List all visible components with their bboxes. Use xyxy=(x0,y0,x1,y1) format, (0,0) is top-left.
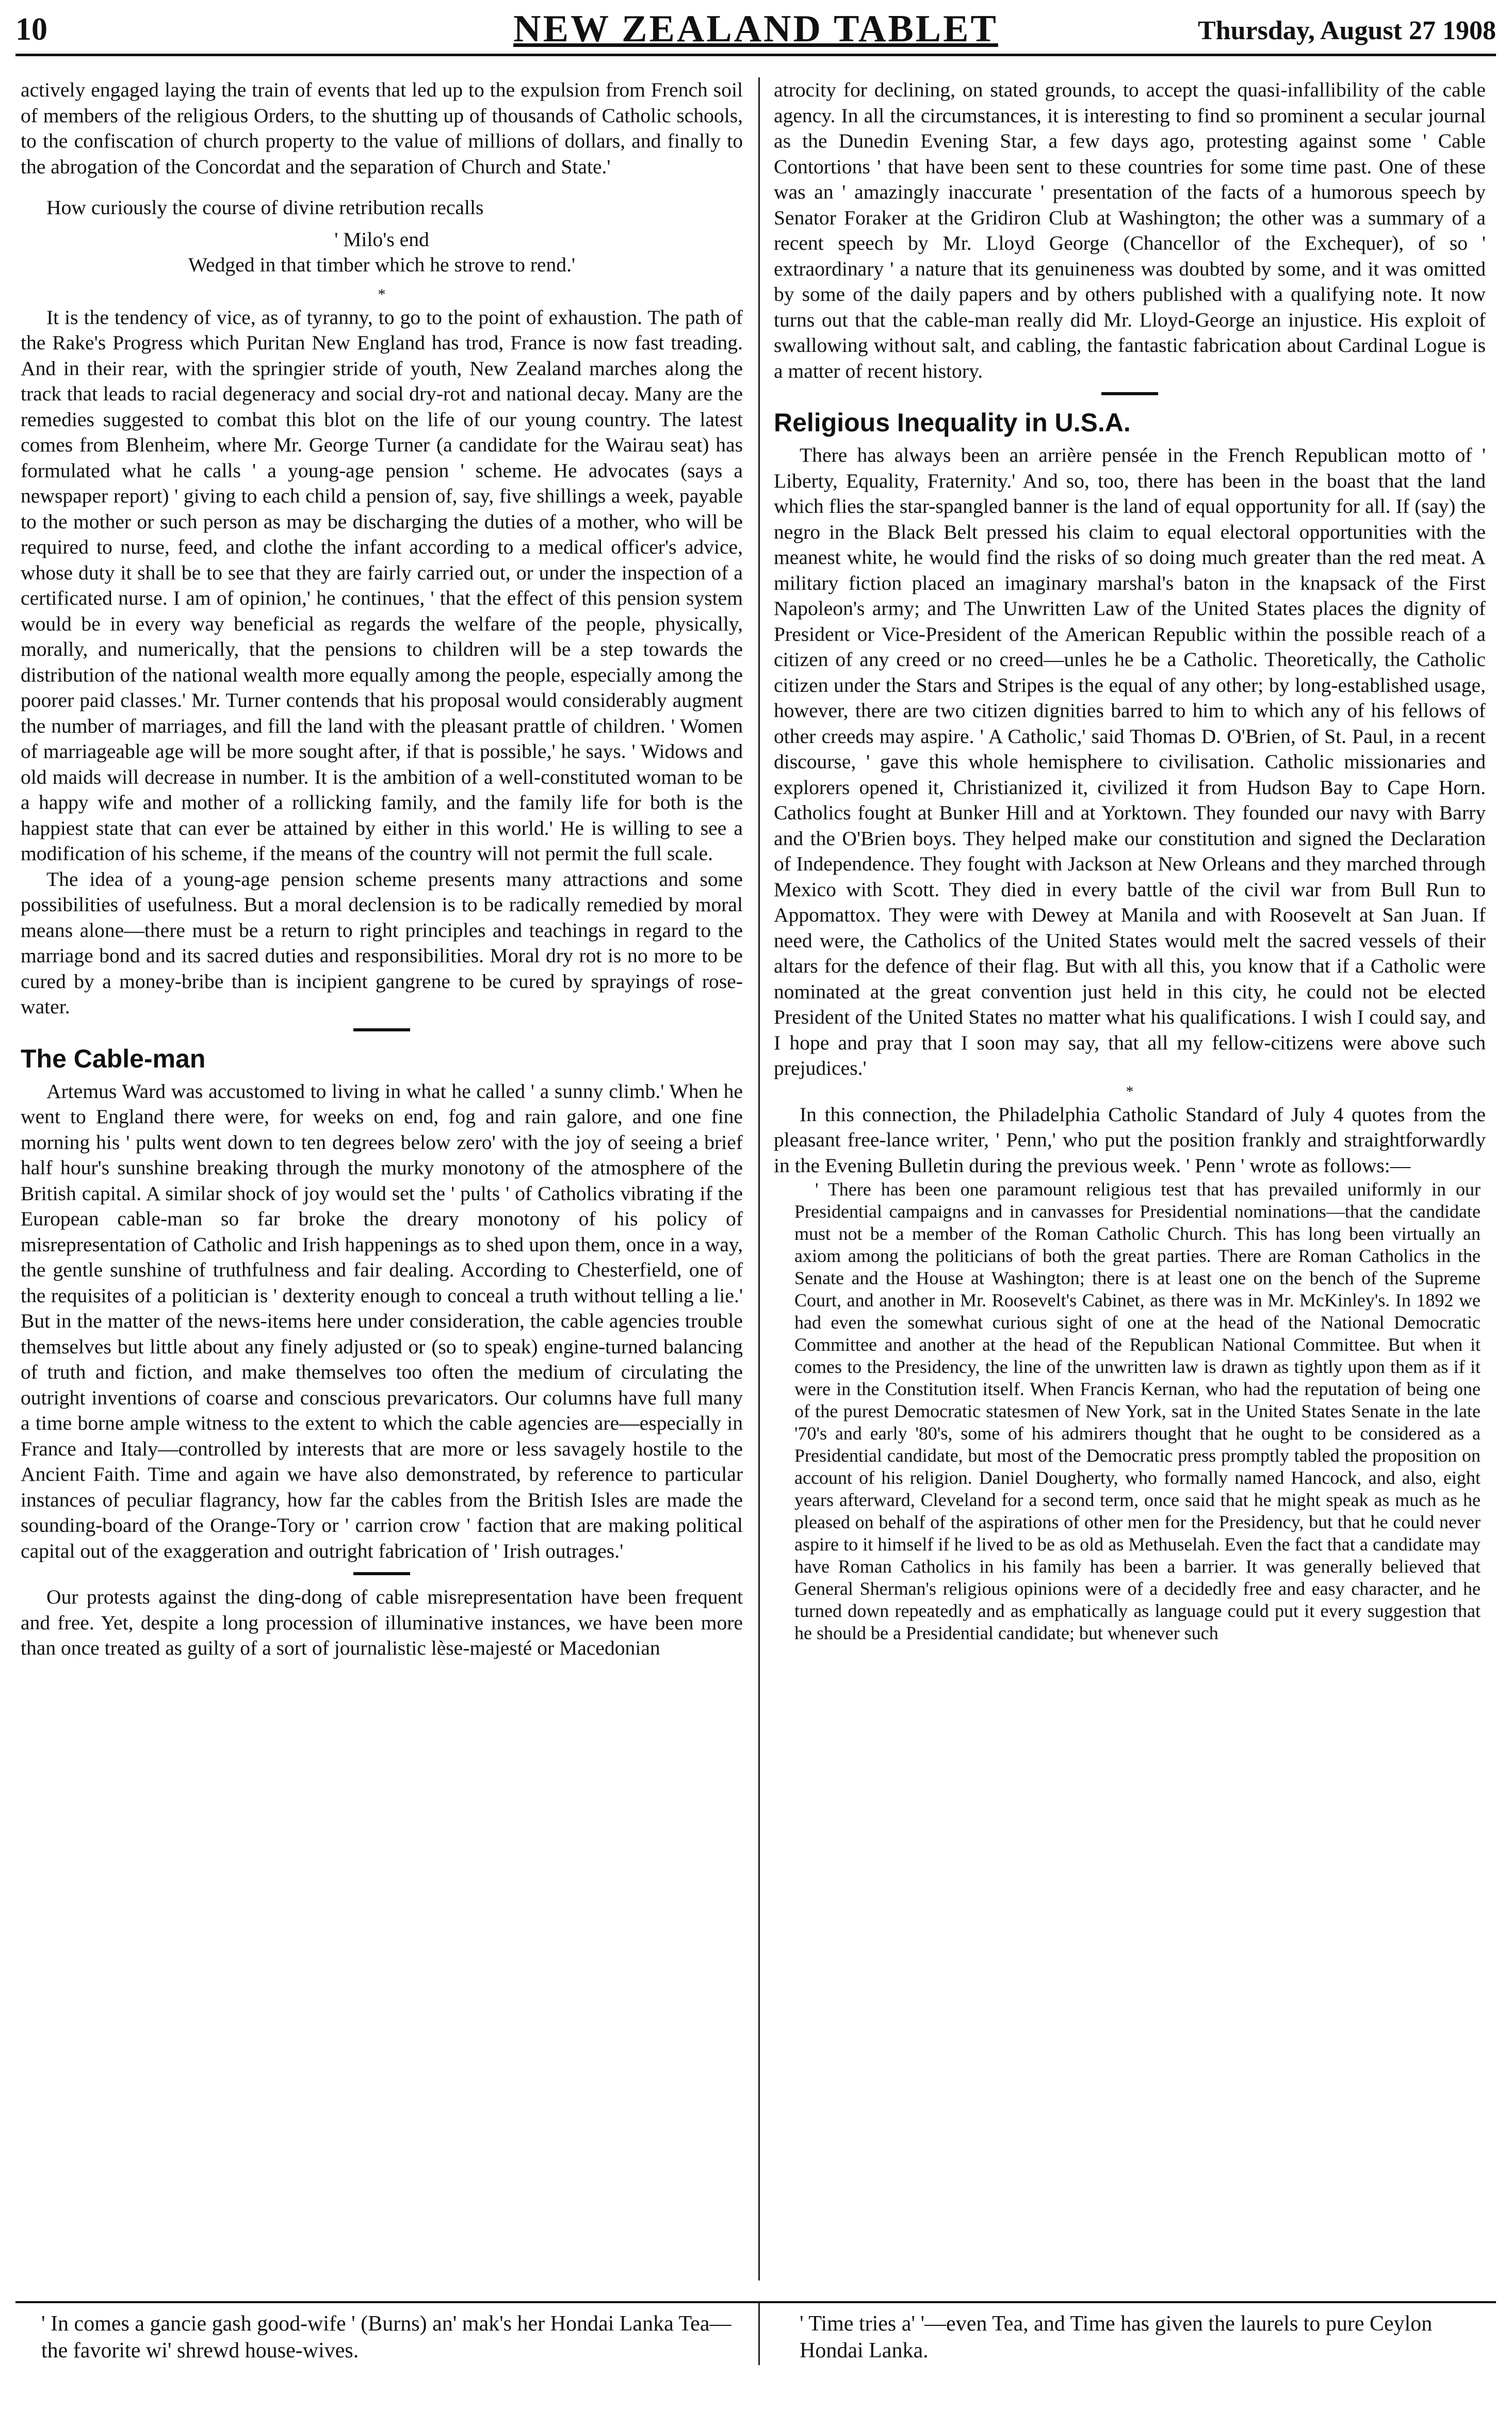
paragraph: Our protests against the ding-dong of cable misrepresentation have been frequent and free. Yet, despite a long procession of illuminative instances, we have been more than once treated as guilty of a sort of journalistic lèse-majesté or Macedonian xyxy=(21,1586,743,1659)
footer-rule xyxy=(758,2303,760,2365)
section-heading: The Cable-man xyxy=(21,1044,206,1073)
verse-line: ' Milo's end xyxy=(334,228,429,251)
section-divider xyxy=(1101,392,1158,395)
paragraph: Artemus Ward was accustomed to living in what he called ' a sunny climb.' When he went to England there were, for weeks on end, fog and rain galore, and one fine morning his ' pults went down to ten degrees below zero' with the joy of seeing a brief half hour's sunshine breaking through the murky monotony of the atmosphere of the British capital. A similar shock of joy would set the ' pults ' of Catholics vibrating if the European cable-man so far broke the dreary monotony of his policy of misrepresentation of Catholic and Irish happenings as to shed upon them, once in a way, the gentle sunshine of truthfulness and fair dealing. According to Chesterfield, one of the requisites of a politician is ' dexterity enough to conceal a truth without telling a lie.' But in the matter of the news-items here under consideration, the cable agencies trouble themselves but little about any finely adjusted or (so to speak) engine-turned balancing of truth and fiction, and make themselves too often the medium of circulating the outright inventions of coarse and conscious prevaricators. Our columns have full many a time borne ample witness to the extent to which the cable agencies are—especially in France and Italy—controlled by interests that are more or less savagely hostile to the Ancient Faith. Time and again we have also demonstrated, by reference to particular instances of peculiar flagrancy, how far the cables from the British Isles are made the sounding-board of the Orange-Tory or ' carrion crow ' faction that are making political capital out of the exaggeration and outright fabrication of ' Irish outrages.' xyxy=(21,1079,743,1562)
issue-date: Thursday, August 27 1908 xyxy=(1198,16,1496,45)
footer-advertisements xyxy=(15,2301,1496,2396)
advertisement: ' Time tries a' '—even Tea, and Time has given the laurels to pure Ceylon Hondai Lanka. xyxy=(800,2312,1433,2363)
paragraph: actively engaged laying the train of events that led up to the expulsion from French soil of members of the religious Orders, to the shutting up of thousands of Catholic schools, to the confiscation of church property to the value of millions of dollars, and finally to the abrogation of the Concordat and the separation of Church and State.' xyxy=(21,78,743,178)
section-divider xyxy=(353,1028,410,1031)
page-header xyxy=(15,7,1496,56)
paragraph: How curiously the course of divine retribution recalls xyxy=(46,196,484,219)
left-column xyxy=(21,77,743,2280)
section-star: * xyxy=(1126,1082,1134,1100)
verse xyxy=(21,227,743,278)
right-column xyxy=(774,77,1486,2280)
verse-line: Wedged in that timber which he strove to rend.' xyxy=(188,253,576,276)
paragraph: There has always been an arrière pensée in the French Republican motto of ' Liberty, Equality, Fraternity.' And so, too, there has been in the boast that the land which flies the star-spangled banner is the land of equal opportunity for all. If (say) the negro in the Black Belt pressed his claim to equal electoral opportunities with the meanest white, he would find the risks of so doing much greater than the red meat. A military fiction placed an imaginary marshal's baton in the knapsack of the First Napoleon's army; and The Unwritten Law of the United States places the dignity of President or Vice-President of the American Republic within the possible reach of a citizen of any creed or no creed—unles he be a Catholic. Theoretically, the Catholic citizen under the Stars and Stripes is the equal of any other; by long-established usage, however, there are two citizen dignities barred to him to which any of his fellows of other creeds may aspire. ' A Catholic,' said Thomas D. O'Brien, of St. Paul, in a recent discourse, ' gave this whole hemisphere to civilisation. Catholic missionaries and explorers opened it, Christianized it, civilized it from Hudson Bay to Cape Horn. Catholics fought at Bunker Hill and at Yorktown. They founded our navy with Barry and the O'Brien boys. They helped make our constitution and signed the Declaration of Independence. They fought with Jackson at New Orleans and they marched through Mexico with Scott. They died in every battle of the civil war from Bull Run to Appomattox. They were with Dewey at Manila and with Roosevelt at San Juan. If need were, the Catholics of the United States would melt the sacred vessels of their altars for the defence of their flag. But with all this, you know that if a Catholic were nominated at the great convention just held in this city, he could not be elected President of the United States no matter what his qualifications. I wish I could say, and I hope and pray that I soon may say, that all my fellow-citizens were above such prejudices.' xyxy=(774,444,1486,1079)
paragraph: atrocity for declining, on stated grounds, to accept the quasi-infallibility of the cable agency. In all the circumstances, it is interesting to find so prominent a secular journal as the Dunedin Evening Star, a few days ago, protesting against some ' Cable Contortions ' that have been sent to these countries for some time past. One of these was an ' amazingly inaccurate ' presentation of the facts of a humorous speech by Senator Foraker at the Gridiron Club at Washington; the other was a summary of a recent speech by Mr. Lloyd George (Chancellor of the Exchequer), of so ' extraordinary ' a nature that its genuineness was doubted by some, and it was omitted by some of the daily papers and by others published with a qualifying note. It now turns out that the cable-man really did Mr. Lloyd-George an injustice. His exploit of swallowing without salt, and cabling, the fantastic fabrication about Cardinal Logue is a matter of recent history. xyxy=(774,78,1486,382)
masthead: NEW ZEALAND TABLET xyxy=(513,8,998,50)
block-quote xyxy=(794,1178,1481,1644)
advertisement: ' In comes a gancie gash good-wife ' (Burns) an' mak's her Hondai Lanka Tea—the favorite wi' shrewd house-wives. xyxy=(41,2312,731,2363)
quote-paragraph: ' There has been one paramount religious test that has prevailed uniformly in our Presidential campaigns and in canvasses for Presidential nominations—that the candidate must not be a member of the Roman Catholic Church. This has long been virtually an axiom among the politicians of both the great parties. There are Roman Catholics in the Senate and the House at Washington; there is at least one on the bench of the Supreme Court, and another in Mr. Roosevelt's Cabinet, as there was in Mr. McKinley's. In 1892 we had even the somewhat curious sight of one at the head of the National Democratic Committee and another at the head of the Republican National Committee. But when it comes to the Presidency, the line of the unwritten law is drawn as tightly upon them as if it were in the Constitution itself. When Francis Kernan, who had the reputation of being one of the purest Democratic statesmen of New York, sat in the United States Senate in the late '70's and early '80's, some of his admirers thought that he ought to be considered as a Presidential candidate, but most of the Democratic press promptly tabled the proposition on account of his religion. Daniel Dougherty, who formally named Hancock, and also, eight years afterward, Cleveland for a second term, once said that he might speak as much as he pleased on behalf of the aspirations of other men for the Presidency, but that he could never aspire to it himself if he lived to be as old as Methuselah. Even the fact that a candidate may have Roman Catholics in his family has been a barrier. It was generally believed that General Sherman's religious opinions were of a decidedly free and easy character, and he turned down repeatedly and as emphatically as language could put it every suggestion that he should be a Presidential candidate; but whenever such xyxy=(794,1179,1481,1643)
paragraph: It is the tendency of vice, as of tyranny, to go to the point of exhaustion. The path of the Rake's Progress which Puritan New England has trod, France is now fast treading. And in their rear, with the springier stride of youth, New Zealand marches along the track that leads to racial degeneracy and social dry-rot and national decay. Many are the remedies suggested to combat this blot on the life of our young country. The latest comes from Blenheim, where Mr. George Turner (a candidate for the Wairau seat) has formulated what he calls ' a young-age pension ' scheme. He advocates (says a newspaper report) ' giving to each child a pension of, say, five shillings a week, payable to the mother or such person as may be discharging the duties of a mother, who will be required to nurse, feed, and clothe the infant according to a medical officer's advice, whose duty it shall be to see that they are fairly carried out, or under the inspection of a certificated nurse. I am of opinion,' he continues, ' that the effect of this pension system would be in every way beneficial as regards the welfare of the people, physically, morally, and numerically, that the pensions to children will be a step towards the distribution of the national wealth more equally among the people, especially among the poorer paid classes.' Mr. Turner contends that his proposal would considerably augment the number of marriages, and fill the land with the pleasant prattle of children. ' Women of marriageable age will be more sought after, if that is possible,' he says. ' Widows and old maids will decrease in number. It is the ambition of a well-constituted woman to be a happy wife and mother of a rollicking family, and the family life for both is the happiest state that can ever be attained by either in this world.' He is willing to see a modification of his scheme, if the means of the country will not permit the full scale. xyxy=(21,305,743,865)
section-heading: Religious Inequality in U.S.A. xyxy=(774,408,1131,437)
section-divider xyxy=(353,1572,410,1575)
paragraph: In this connection, the Philadelphia Catholic Standard of July 4 quotes from the pleasant free-lance writer, ' Penn,' who put the position frankly and straightforwardly in the Evening Bulletin during the previous week. ' Penn ' wrote as follows:— xyxy=(774,1103,1486,1177)
column-rule xyxy=(758,77,760,2280)
page-number: 10 xyxy=(15,12,47,47)
section-star: * xyxy=(378,285,386,303)
paragraph: The idea of a young-age pension scheme presents many attractions and some possibilities of usefulness. But a moral declension is to be radically remedied by moral means alone—there must be a return to right principles and teachings in regard to the marriage bond and its sacred duties and responsibilities. Moral dry rot is no more to be cured by a money-bribe than is incipient gangrene to be cured by sprayings of rose-water. xyxy=(21,867,743,1018)
